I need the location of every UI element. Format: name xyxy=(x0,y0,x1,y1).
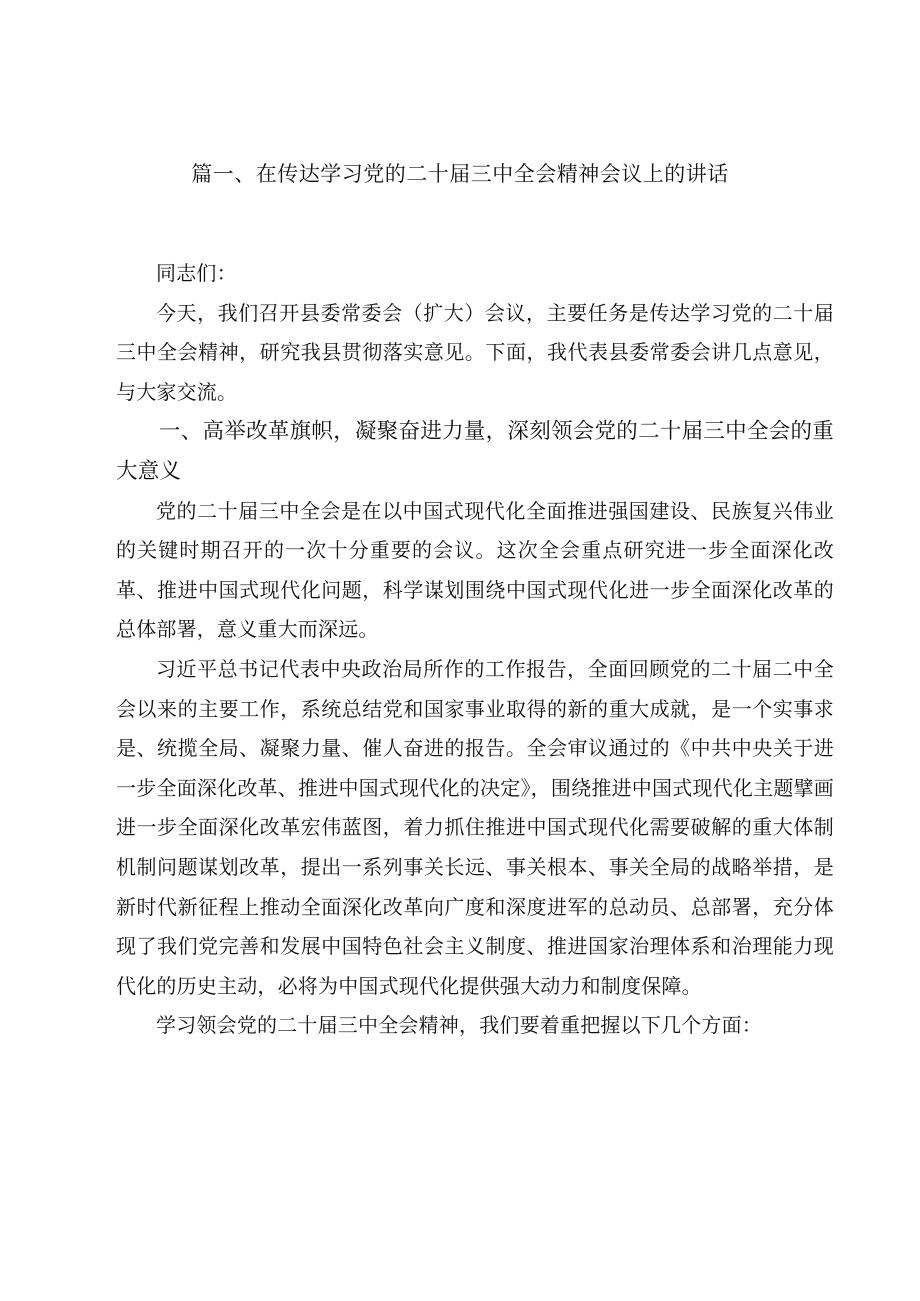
section-heading: 一、高举改革旗帜，凝聚奋进力量，深刻领会党的二十届三中全会的重大意义 xyxy=(116,419,834,484)
document-title: 篇一、在传达学习党的二十届三中全会精神会议上的讲话 xyxy=(191,162,729,186)
section-paragraph: 习近平总书记代表中央政治局所作的工作报告，全面回顾党的二十届二中全会以来的主要工作，系统总结党和国家事业取得的新的重大成就，是一个实事求是、统揽全局、凝聚力量、催人奋进的报告。全会审议通过的《中共中央关于进一步全面深化改革、推进中国式现代化的决定》，围绕推进中国式现代化主题擘画进一步全面深化改革宏伟蓝图，着力抓住推进中国式现代化需要破解的重大体制机制问题谋划改革，提出一系列事关长远、事关根本、事关全局的战略举措，是新时代新征程上推动全面深化改革向广度和深度进军的总动员、总部署，充分体现了我们党完善和发展中国特色社会主义制度、推进国家治理体系和治理能力现代化的历史主动，必将为中国式现代化提供强大动力和制度保障。 xyxy=(116,656,834,998)
section-paragraph: 党的二十届三中全会是在以中国式现代化全面推进强国建设、民族复兴伟业的关键时期召开的一次十分重要的会议。这次全会重点研究进一步全面深化改革、推进中国式现代化问题，科学谋划围绕中国式现代化进一步全面深化改革的总体部署，意义重大而深远。 xyxy=(116,498,834,642)
salutation: 同志们： xyxy=(156,261,237,285)
intro-paragraph: 今天，我们召开县委常委会（扩大）会议，主要任务是传达学习党的二十届三中全会精神，研究我县贯彻落实意见。下面，我代表县委常委会讲几点意见，与大家交流。 xyxy=(116,300,834,404)
section-paragraph: 学习领会党的二十届三中全会精神，我们要着重把握以下几个方面： xyxy=(156,1013,762,1038)
document-body xyxy=(116,254,834,1046)
